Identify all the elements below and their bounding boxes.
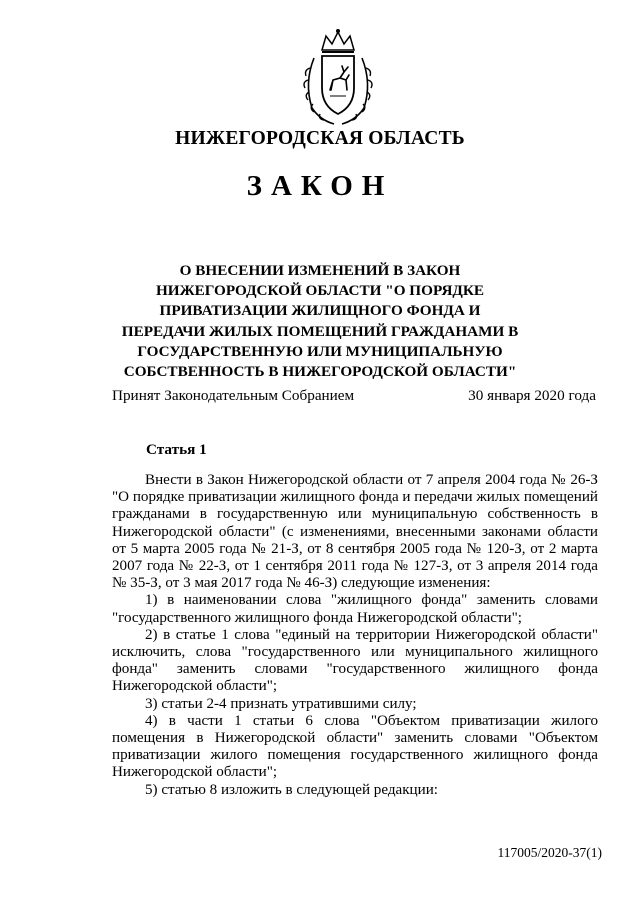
article-heading: Статья 1 <box>146 441 207 458</box>
article-body <box>112 472 598 799</box>
article-paragraph: 2) в статье 1 слова "единый на территории Нижегородской области" исключить, слова "государственного или муниципального жилищного фонда" заменить словами "государственного жилищного фонда Нижегородской области"; <box>112 626 598 695</box>
adopted-by: Принят Законодательным Собранием <box>112 387 355 404</box>
article-paragraph: 4) в части 1 статьи 6 слова "Объектом приватизации жилого помещения в Нижегородской области" заменить словами "Объектом приватизации жилого помещения государственного жилищного фонда Нижегородской области"; <box>112 712 598 781</box>
article-paragraph: 5) статью 8 изложить в следующей редакции: <box>145 781 438 798</box>
article-paragraph: Внести в Закон Нижегородской области от 7 апреля 2004 года № 26-З "О порядке приватизации жилищного фонда и передачи жилых помещений гражданами в государственную или муниципальную собственность в Нижегородской области" (с изменениями, внесенными законами области от 5 марта 2005 года № 21-З, от 8 сентября 2005 года № 120-З, от 2 марта 2007 года № 22-З, от 1 сентября 2011 года № 127-З, от 3 апреля 2014 года № 35-З, от 3 мая 2017 года № 46-З) следующие изменения: <box>112 472 598 592</box>
coat-of-arms-emblem <box>300 28 376 128</box>
document-type: ЗАКОН <box>246 170 394 202</box>
law-title: О ВНЕСЕНИИ ИЗМЕНЕНИЙ В ЗАКОН НИЖЕГОРОДСКОЙ ОБЛАСТИ "О ПОРЯДКЕ ПРИВАТИЗАЦИИ ЖИЛИЩНОГО ФОНДА И ПЕРЕДАЧИ ЖИЛЫХ ПОМЕЩЕНИЙ ГРАЖДАНАМИ В ГОСУДАРСТВЕННУЮ ИЛИ МУНИЦИПАЛЬНУЮ СОБСТВЕННОСТЬ В НИЖЕГОРОДСКОЙ ОБЛАСТИ" <box>121 262 519 381</box>
article-paragraph: 1) в наименовании слова "жилищного фонда" заменить словами "государственного жилищного фонда Нижегородской области"; <box>112 592 598 626</box>
region-title: НИЖЕГОРОДСКАЯ ОБЛАСТЬ <box>175 128 465 149</box>
document-code: 117005/2020-37(1) <box>497 845 602 860</box>
adoption-date: 30 января 2020 года <box>468 387 596 404</box>
article-paragraph: 3) статьи 2-4 признать утратившими силу; <box>145 695 417 712</box>
